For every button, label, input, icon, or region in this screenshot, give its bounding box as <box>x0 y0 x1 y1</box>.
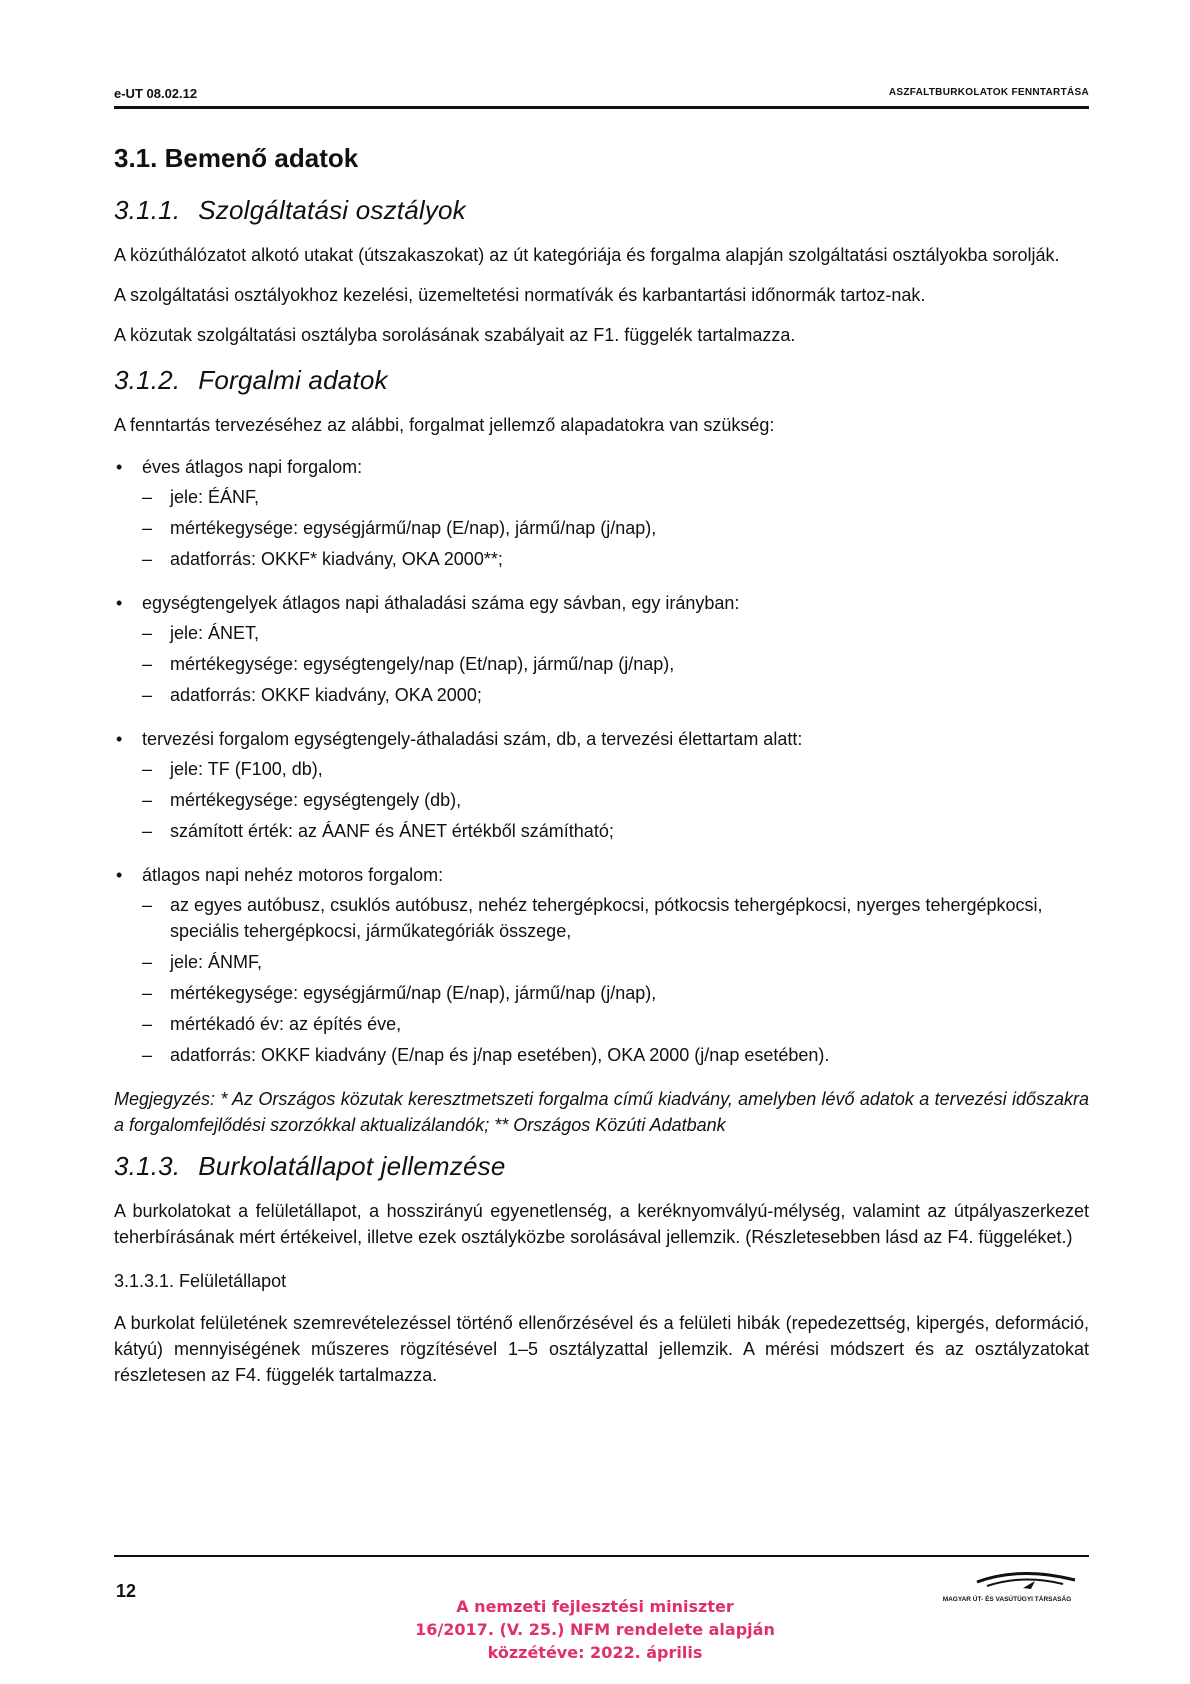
list-item-text: egységtengelyek átlagos napi áthaladási száma egy sávban, egy irányban: <box>142 593 740 613</box>
dash-icon: – <box>142 1045 153 1065</box>
list-item <box>114 862 1089 1068</box>
subsubsection-title: 3.1.3.1. Felületállapot <box>114 1271 287 1291</box>
bullet-icon: • <box>116 865 123 885</box>
sub-list-item <box>142 651 1089 677</box>
page-header <box>114 84 1089 109</box>
sub-list-text: jele: ÁNET, <box>170 623 260 643</box>
sub-list-text: mértékegysége: egységjármű/nap (E/nap), jármű/nap (j/nap), <box>170 983 657 1003</box>
sub-list <box>142 756 1089 844</box>
sub-list <box>142 484 1089 572</box>
stamp-line: A nemzeti fejlesztési miniszter <box>456 1597 734 1616</box>
dash-icon: – <box>142 952 153 972</box>
footer-divider <box>114 1555 1089 1557</box>
page-content <box>114 136 1089 1402</box>
list-item-text: tervezési forgalom egységtengely-áthaladási szám, db, a tervezési élettartam alatt: <box>142 729 803 749</box>
dash-icon: – <box>142 759 153 779</box>
paragraph: A szolgáltatási osztályokhoz kezelési, üzemeltetési normatívák és karbantartási időnormák tartoz-nak. <box>114 285 926 305</box>
subsection-heading-1 <box>114 192 1089 228</box>
sub-list-item <box>142 682 1089 708</box>
sub-list-text: adatforrás: OKKF* kiadvány, OKA 2000**; <box>170 549 503 569</box>
paragraph: A közúthálózatot alkotó utakat (útszakaszokat) az út kategóriája és forgalma alapján szolgáltatási osztályokba sorolják. <box>114 245 1060 265</box>
dash-icon: – <box>142 790 153 810</box>
bullet-icon: • <box>116 457 123 477</box>
sub-list-item <box>142 756 1089 782</box>
paragraph: A burkolatokat a felületállapot, a hosszirányú egyenetlenség, a keréknyomvályú-mélység, valamint az útpályaszerkezet teherbírásának mért értékeivel, illetve ezek osztályközbe sorolásával jellemzik. (Részletesebben lásd az F4. függeléket.) <box>114 1201 1089 1247</box>
traffic-data-list <box>114 454 1089 1068</box>
sub-list-text: mértékegysége: egységtengely/nap (Et/nap), jármű/nap (j/nap), <box>170 654 675 674</box>
publication-stamp <box>395 1595 795 1664</box>
sub-list-text: mértékegysége: egységtengely (db), <box>170 790 462 810</box>
dash-icon: – <box>142 983 153 1003</box>
sub-list-item <box>142 484 1089 510</box>
list-item-text: átlagos napi nehéz motoros forgalom: <box>142 865 444 885</box>
sub-list-text: jele: ÁNMF, <box>170 952 263 972</box>
sub-list-text: adatforrás: OKKF kiadvány, OKA 2000; <box>170 685 482 705</box>
doc-title: ASZFALTBURKOLATOK FENNTARTÁSA <box>888 87 1089 98</box>
sub-list-text: adatforrás: OKKF kiadvány (E/nap és j/nap esetében), OKA 2000 (j/nap esetében). <box>170 1045 830 1065</box>
sub-list-text: mértékadó év: az építés éve, <box>170 1014 402 1034</box>
sub-list-item <box>142 620 1089 646</box>
page-number: 12 <box>116 1581 137 1601</box>
list-item <box>114 726 1089 844</box>
sub-list-item <box>142 1042 1089 1068</box>
subsection-title: Szolgáltatási osztályok <box>198 195 466 225</box>
sub-list-item <box>142 1011 1089 1037</box>
sub-list-item <box>142 818 1089 844</box>
stamp-line: 16/2017. (V. 25.) NFM rendelete alapján <box>415 1620 775 1639</box>
subsection-number: 3.1.1. <box>114 195 181 225</box>
paragraph: A közutak szolgáltatási osztályba sorolásának szabályait az F1. függelék tartalmazza. <box>114 325 796 345</box>
paragraph: A fenntartás tervezéséhez az alábbi, forgalmat jellemző alapadatokra van szükség: <box>114 415 775 435</box>
dash-icon: – <box>142 623 153 643</box>
bullet-icon: • <box>116 593 123 613</box>
sub-list-text: jele: ÉÁNF, <box>170 487 260 507</box>
dash-icon: – <box>142 1014 153 1034</box>
dash-icon: – <box>142 518 153 538</box>
doc-code: e-UT 08.02.12 <box>114 86 198 101</box>
subsection-heading-2 <box>114 362 1089 398</box>
sub-list-item <box>142 787 1089 813</box>
subsection-number: 3.1.3. <box>114 1151 181 1181</box>
sub-list <box>142 620 1089 708</box>
sub-list-text: számított érték: az ÁANF és ÁNET értékből számítható; <box>170 821 614 841</box>
dash-icon: – <box>142 487 153 507</box>
footnote-remark: Megjegyzés: * Az Országos közutak keresztmetszeti forgalma című kiadvány, amelyben lévő adatok a tervezési időszakra a forgalomfejlődési szorzókkal aktualizálandók; ** Országos Közúti Adatbank <box>114 1089 1089 1135</box>
sub-list <box>142 892 1089 1068</box>
bullet-icon: • <box>116 729 123 749</box>
sub-list-item <box>142 949 1089 975</box>
dash-icon: – <box>142 549 153 569</box>
sub-list-text: jele: TF (F100, db), <box>170 759 323 779</box>
sub-list-text: az egyes autóbusz, csuklós autóbusz, nehéz tehergépkocsi, pótkocsis tehergépkocsi, nyerges tehergépkocsi, speciális tehergépkocsi, járműkategóriák összege, <box>170 895 1043 941</box>
subsection-title: Forgalmi adatok <box>198 365 388 395</box>
list-item-text: éves átlagos napi forgalom: <box>142 457 363 477</box>
stamp-line: közzétéve: 2022. április <box>487 1643 703 1662</box>
dash-icon: – <box>142 654 153 674</box>
section-title: 3.1. Bemenő adatok <box>114 143 359 173</box>
sub-list-item <box>142 515 1089 541</box>
society-logo <box>925 1568 1090 1608</box>
subsection-number: 3.1.2. <box>114 365 181 395</box>
paragraph: A burkolat felületének szemrevételezéssel történő ellenőrzésével és a felületi hibák (repedezettség, kipergés, deformáció, kátyú) mennyiségének műszeres rögzítésével 1–5 osztályzattal jellemzik. A mérési módszert és az osztályzatokat részletesen az F4. függelék tartalmazza. <box>114 1313 1089 1385</box>
dash-icon: – <box>142 895 153 915</box>
logo-text: MAGYAR ÚT- ÉS VASÚTÜGYI TÁRSASÁG <box>942 1596 1072 1603</box>
dash-icon: – <box>142 821 153 841</box>
sub-list-item <box>142 546 1089 572</box>
list-item <box>114 590 1089 708</box>
list-item <box>114 454 1089 572</box>
dash-icon: – <box>142 685 153 705</box>
subsection-heading-3 <box>114 1148 1089 1184</box>
sub-list-item <box>142 892 1089 944</box>
subsection-title: Burkolatállapot jellemzése <box>198 1151 506 1181</box>
sub-list-item <box>142 980 1089 1006</box>
sub-list-text: mértékegysége: egységjármű/nap (E/nap), jármű/nap (j/nap), <box>170 518 657 538</box>
